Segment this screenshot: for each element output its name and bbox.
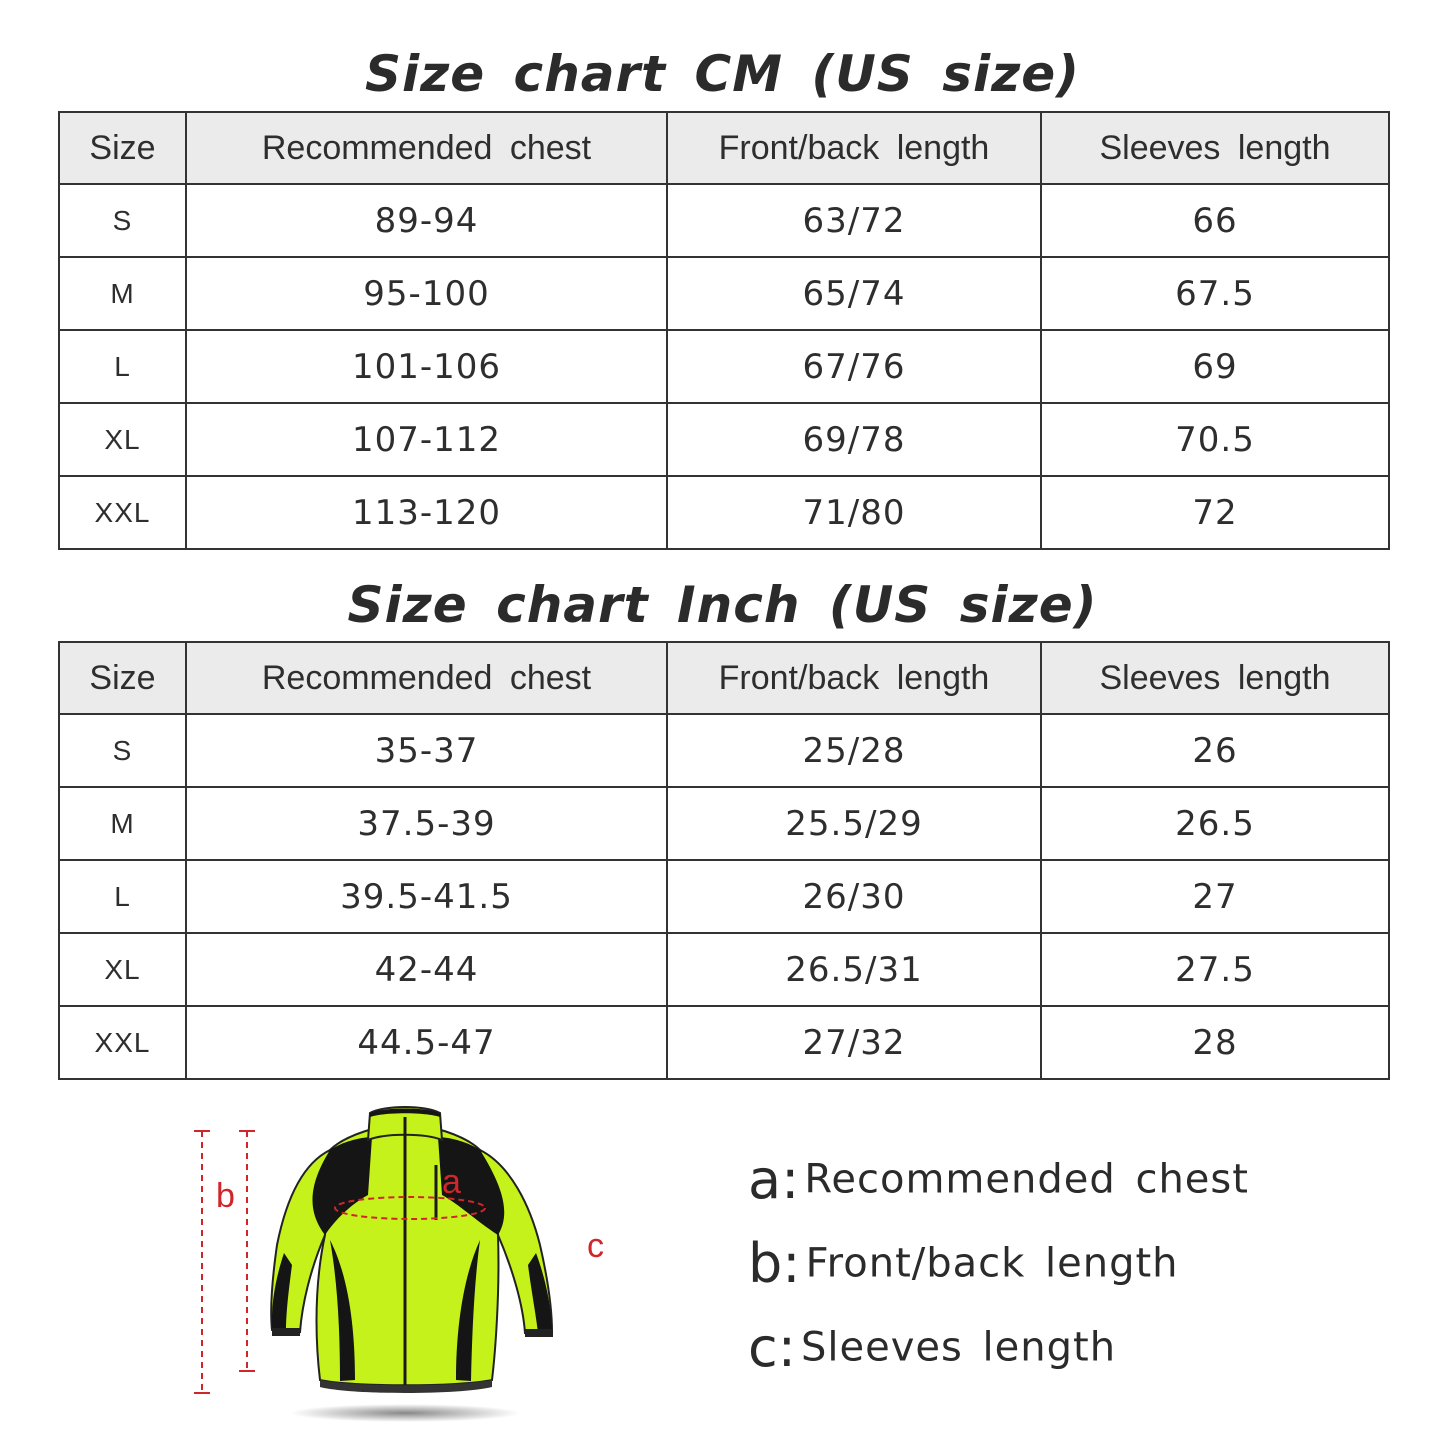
- marker-b: b: [216, 1177, 235, 1215]
- length-cell: 69/78: [667, 403, 1041, 476]
- sleeves-cell: 26.5: [1041, 787, 1389, 860]
- size-cell: XXL: [59, 476, 186, 549]
- header-size: Size: [59, 642, 186, 714]
- marker-c: c: [587, 1227, 604, 1265]
- chest-cell: 39.5-41.5: [186, 860, 667, 933]
- length-cell: 26/30: [667, 860, 1041, 933]
- size-cell: L: [59, 860, 186, 933]
- length-cell: 71/80: [667, 476, 1041, 549]
- sleeves-cell: 70.5: [1041, 403, 1389, 476]
- legend-key-a: a:: [748, 1148, 800, 1211]
- chest-cell: 113-120: [186, 476, 667, 549]
- header-recommended-chest: Recommended chest: [186, 642, 667, 714]
- chest-cell: 37.5-39: [186, 787, 667, 860]
- length-cell: 67/76: [667, 330, 1041, 403]
- header-sleeves-length: Sleeves length: [1041, 112, 1389, 184]
- chest-cell: 42-44: [186, 933, 667, 1006]
- sleeves-cell: 26: [1041, 714, 1389, 787]
- legend-text-length: Front/back length: [805, 1240, 1179, 1287]
- table-row: [59, 403, 1389, 476]
- legend-key-c: c:: [748, 1316, 796, 1379]
- chest-cell: 101-106: [186, 330, 667, 403]
- table-row: [59, 933, 1389, 1006]
- table-row: [59, 714, 1389, 787]
- table-header-row: [59, 112, 1389, 184]
- header-front-back-length: Front/back length: [667, 112, 1041, 184]
- table-row: [59, 787, 1389, 860]
- jacket-icon: [271, 1107, 553, 1393]
- legend-item-chest: [748, 1148, 1249, 1211]
- size-cell: S: [59, 714, 186, 787]
- legend-text-sleeves: Sleeves length: [800, 1324, 1117, 1371]
- table-row: [59, 257, 1389, 330]
- marker-a: a: [442, 1163, 461, 1201]
- chest-cell: 35-37: [186, 714, 667, 787]
- length-cell: 25.5/29: [667, 787, 1041, 860]
- length-cell: 26.5/31: [667, 933, 1041, 1006]
- header-front-back-length: Front/back length: [667, 642, 1041, 714]
- legend-item-length: [748, 1232, 1179, 1295]
- chest-cell: 89-94: [186, 184, 667, 257]
- sleeves-cell: 72: [1041, 476, 1389, 549]
- table-row: [59, 476, 1389, 549]
- sleeves-cell: 28: [1041, 1006, 1389, 1079]
- size-cell: M: [59, 787, 186, 860]
- length-cell: 65/74: [667, 257, 1041, 330]
- cm-chart-title: Size chart CM (US size): [364, 45, 1080, 103]
- legend-text-chest: Recommended chest: [804, 1156, 1249, 1203]
- legend-key-b: b:: [748, 1232, 801, 1295]
- size-cell: L: [59, 330, 186, 403]
- header-size: Size: [59, 112, 186, 184]
- chest-cell: 44.5-47: [186, 1006, 667, 1079]
- size-cell: XL: [59, 403, 186, 476]
- table-row: [59, 1006, 1389, 1079]
- table-row: [59, 330, 1389, 403]
- table-row: [59, 184, 1389, 257]
- length-cell: 63/72: [667, 184, 1041, 257]
- size-cell: S: [59, 184, 186, 257]
- size-cell: XXL: [59, 1006, 186, 1079]
- length-measure-line: [194, 1131, 255, 1393]
- table-row: [59, 860, 1389, 933]
- header-recommended-chest: Recommended chest: [186, 112, 667, 184]
- length-cell: 27/32: [667, 1006, 1041, 1079]
- sleeves-cell: 27: [1041, 860, 1389, 933]
- chest-cell: 95-100: [186, 257, 667, 330]
- cm-size-table: [58, 111, 1390, 550]
- inch-size-table: [58, 641, 1390, 1080]
- jacket-shadow: [290, 1404, 520, 1422]
- sleeves-cell: 66: [1041, 184, 1389, 257]
- jacket-illustration: [180, 1095, 640, 1435]
- chest-cell: 107-112: [186, 403, 667, 476]
- sleeves-cell: 27.5: [1041, 933, 1389, 1006]
- inch-chart-title: Size chart Inch (US size): [347, 576, 1098, 634]
- sleeves-cell: 69: [1041, 330, 1389, 403]
- header-sleeves-length: Sleeves length: [1041, 642, 1389, 714]
- length-cell: 25/28: [667, 714, 1041, 787]
- size-cell: M: [59, 257, 186, 330]
- legend-item-sleeves: [748, 1316, 1116, 1379]
- size-cell: XL: [59, 933, 186, 1006]
- table-header-row: [59, 642, 1389, 714]
- sleeves-cell: 67.5: [1041, 257, 1389, 330]
